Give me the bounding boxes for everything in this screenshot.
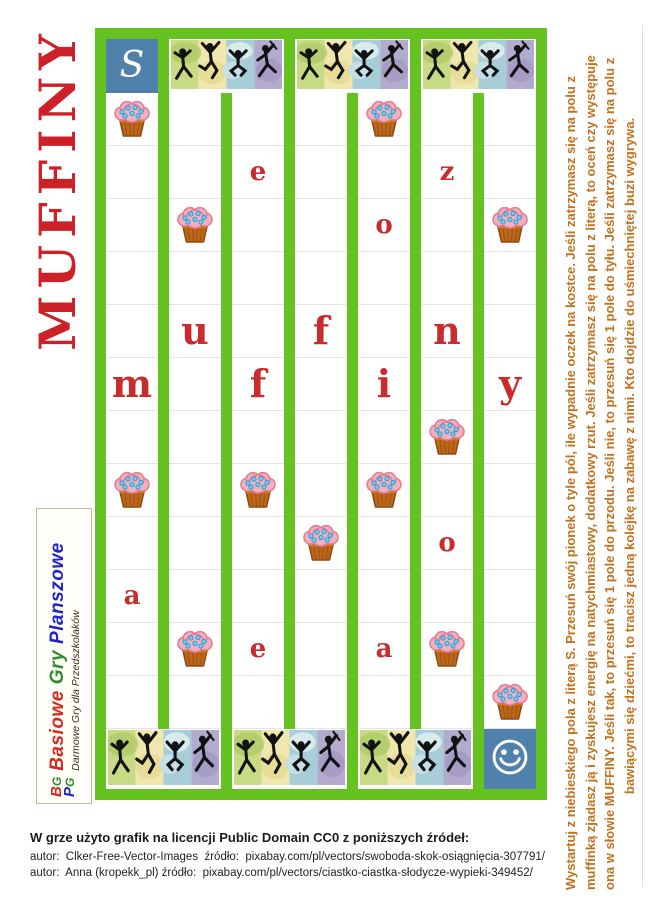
board-cell-c5-r2 xyxy=(358,146,410,199)
muffin-icon xyxy=(361,98,407,140)
board-cell-c4-r7 xyxy=(295,411,347,464)
board-cell-c7-r8 xyxy=(484,464,536,517)
board-cell-c2-r6 xyxy=(169,358,221,411)
letter-cell-a: a xyxy=(123,581,141,611)
instruction-line: ona w słowie MUFFINY. Jeśli tak, to przesuń się 1 pole do przodu. Jeśli nie, to przesuń się 1 pole do tyłu. Jeśli zatrzymasz się na polu z xyxy=(602,57,617,890)
board-cell-c4-r5 xyxy=(295,305,347,358)
board-cell-c3-r3 xyxy=(232,199,284,252)
board-cell-c1-r2 xyxy=(106,146,158,199)
publisher-name-word: Gry xyxy=(46,649,68,685)
board-cell-c4-r6 xyxy=(295,358,347,411)
board-cell-c4-r8 xyxy=(295,464,347,517)
board-cell-c1-r12 xyxy=(106,676,158,729)
board-cell-c3-r9 xyxy=(232,517,284,570)
board-cell-c4-r9 xyxy=(295,517,347,570)
board-cell-c3-r10 xyxy=(232,570,284,623)
game-board xyxy=(95,28,547,800)
board-cell-c1-r11 xyxy=(106,623,158,676)
board-cell-c1-r10 xyxy=(106,570,158,623)
board-cell-c2-r4 xyxy=(169,252,221,305)
letter-cell-o: o xyxy=(438,528,456,558)
board-cell-c2-r8 xyxy=(169,464,221,517)
board-cell-c4-r10 xyxy=(295,570,347,623)
publisher-monogram xyxy=(48,776,78,797)
board-cell-c6-r3 xyxy=(421,199,473,252)
board-cell-c7-r12 xyxy=(484,676,536,729)
board-cell-c5-r3 xyxy=(358,199,410,252)
letter-cell-u: u xyxy=(181,308,209,353)
board-cell-c3-r11 xyxy=(232,623,284,676)
jumping-kids-image xyxy=(232,729,347,789)
board-cell-c1-r1 xyxy=(106,93,158,146)
board-cell-c6-r10 xyxy=(421,570,473,623)
monogram-letters: BG xyxy=(48,776,66,797)
board-cell-c7-r2 xyxy=(484,146,536,199)
start-cell xyxy=(106,39,158,93)
license-footer xyxy=(30,830,545,883)
publisher-name-word: Planszowe xyxy=(46,542,68,644)
muffin-icon xyxy=(487,204,533,246)
board-cell-c7-r9 xyxy=(484,517,536,570)
board-cell-c2-r1 xyxy=(169,93,221,146)
muffin-icon xyxy=(298,522,344,564)
muffin-icon xyxy=(424,416,470,458)
board-cell-c6-r9 xyxy=(421,517,473,570)
board-cell-c6-r1 xyxy=(421,93,473,146)
jumping-kids-image xyxy=(169,39,284,93)
board-cell-c2-r12 xyxy=(169,676,221,729)
board-cell-c7-r6 xyxy=(484,358,536,411)
page-title xyxy=(24,28,90,350)
board-cell-c6-r5 xyxy=(421,305,473,358)
board-cell-c1-r3 xyxy=(106,199,158,252)
board-cell-c6-r11 xyxy=(421,623,473,676)
board-cell-c7-r10 xyxy=(484,570,536,623)
board-cell-c4-r4 xyxy=(295,252,347,305)
board-cell-c2-r11 xyxy=(169,623,221,676)
board-cell-c6-r12 xyxy=(421,676,473,729)
board-cell-c5-r5 xyxy=(358,305,410,358)
board-cell-c5-r6 xyxy=(358,358,410,411)
board-cell-c6-r6 xyxy=(421,358,473,411)
credit-line-2: autor: Anna (kropekk_pl) źródło: pixabay.com/pl/vectors/ciastko-ciastka-słodycze-wypieki-349452/ xyxy=(30,867,533,879)
board-cell-c5-r12 xyxy=(358,676,410,729)
muffin-icon xyxy=(235,469,281,511)
board-cell-c7-r3 xyxy=(484,199,536,252)
board-cell-c3-r12 xyxy=(232,676,284,729)
board-cell-c2-r10 xyxy=(169,570,221,623)
board-cell-c1-r6 xyxy=(106,358,158,411)
board-cell-c3-r6 xyxy=(232,358,284,411)
start-letter: S xyxy=(119,45,145,86)
board-cell-c2-r3 xyxy=(169,199,221,252)
board-cell-c7-r7 xyxy=(484,411,536,464)
letter-cell-f: f xyxy=(249,361,267,406)
muffin-icon xyxy=(109,469,155,511)
board-cell-c2-r9 xyxy=(169,517,221,570)
credit-line-1: autor: Clker-Free-Vector-Images źródło: pixabay.com/pl/vectors/swoboda-skok-osiągnięcia-307791/ xyxy=(30,851,545,863)
muffin-icon xyxy=(109,98,155,140)
smiley-icon xyxy=(488,735,532,784)
board-cell-c5-r4 xyxy=(358,252,410,305)
license-heading: W grze użyto grafik na licencji Public Domain CC0 z poniższych źródeł: xyxy=(30,830,470,845)
board-cell-c6-r8 xyxy=(421,464,473,517)
board-cell-c7-r4 xyxy=(484,252,536,305)
board-cell-c2-r2 xyxy=(169,146,221,199)
board-cell-c7-r1 xyxy=(484,93,536,146)
letter-cell-o: o xyxy=(375,210,393,240)
page-edge-line xyxy=(642,25,643,887)
board-cell-c3-r2 xyxy=(232,146,284,199)
board-cell-c4-r2 xyxy=(295,146,347,199)
jumping-kids-image xyxy=(295,39,410,93)
finish-cell xyxy=(484,729,536,789)
instruction-line: bawiącymi się dziećmi, to tracisz jedną kolejkę na zabawę z nimi. Kto dojdzie do uśmiechniętej buzi wygrywa. xyxy=(621,117,637,795)
board-cell-c5-r7 xyxy=(358,411,410,464)
instruction-line: muffinką zjadasz ją i zyskujesz energię na natychmiastowy, dodatkowy rzut. Jeśli zatrzymasz się na polu z literą, to oceń czy występuje xyxy=(582,55,598,890)
game-instructions xyxy=(557,22,643,890)
board-cell-c3-r4 xyxy=(232,252,284,305)
board-cell-c2-r5 xyxy=(169,305,221,358)
game-title-text: MUFFINY xyxy=(27,27,87,351)
publisher-name-word: Basiowe xyxy=(46,690,68,771)
board-cell-c4-r11 xyxy=(295,623,347,676)
muffin-icon xyxy=(487,681,533,723)
board-cell-c1-r7 xyxy=(106,411,158,464)
board-cell-c3-r7 xyxy=(232,411,284,464)
board-cell-c3-r5 xyxy=(232,305,284,358)
letter-cell-e: e xyxy=(249,634,267,664)
letter-cell-n: n xyxy=(433,308,461,353)
letter-cell-a: a xyxy=(375,634,393,664)
board-cell-c7-r5 xyxy=(484,305,536,358)
muffin-icon xyxy=(172,204,218,246)
board-cell-c7-r11 xyxy=(484,623,536,676)
muffin-icon xyxy=(172,628,218,670)
board-cell-c3-r8 xyxy=(232,464,284,517)
letter-cell-m: m xyxy=(111,361,153,406)
board-cell-c5-r9 xyxy=(358,517,410,570)
letter-cell-i: i xyxy=(376,361,392,406)
letter-cell-e: e xyxy=(249,157,267,187)
jumping-kids-image xyxy=(106,729,221,789)
board-cell-c4-r1 xyxy=(295,93,347,146)
jumping-kids-image xyxy=(358,729,473,789)
letter-cell-z: z xyxy=(439,157,455,187)
board-cell-c1-r4 xyxy=(106,252,158,305)
publisher-name xyxy=(47,536,69,771)
board-cell-c3-r1 xyxy=(232,93,284,146)
instruction-line: Wystartuj z niebieskiego pola z literą S. Przesuń swój pionek o tyle pól, ile wypadnie oczek na kostce. Jeśli zatrzymasz się na polu z xyxy=(563,76,578,890)
publisher-tagline: Darmowe Gry dla Przedszkolaków xyxy=(69,610,82,771)
publisher-text xyxy=(47,536,82,771)
board-cell-c5-r11 xyxy=(358,623,410,676)
board-cell-c5-r8 xyxy=(358,464,410,517)
board-cell-c6-r2 xyxy=(421,146,473,199)
monogram-letters: PG xyxy=(61,777,78,797)
letter-cell-f: f xyxy=(312,308,330,353)
board-cell-c4-r12 xyxy=(295,676,347,729)
board-cell-c2-r7 xyxy=(169,411,221,464)
letter-cell-y: y xyxy=(498,361,522,406)
jumping-kids-image xyxy=(421,39,536,93)
muffin-icon xyxy=(424,628,470,670)
board-cell-c1-r5 xyxy=(106,305,158,358)
board-cell-c4-r3 xyxy=(295,199,347,252)
board-cell-c5-r1 xyxy=(358,93,410,146)
publisher-logo xyxy=(36,508,92,804)
board-cell-c1-r8 xyxy=(106,464,158,517)
board-cell-c6-r7 xyxy=(421,411,473,464)
board-cell-c6-r4 xyxy=(421,252,473,305)
muffin-icon xyxy=(361,469,407,511)
board-cell-c1-r9 xyxy=(106,517,158,570)
board-cell-c5-r10 xyxy=(358,570,410,623)
